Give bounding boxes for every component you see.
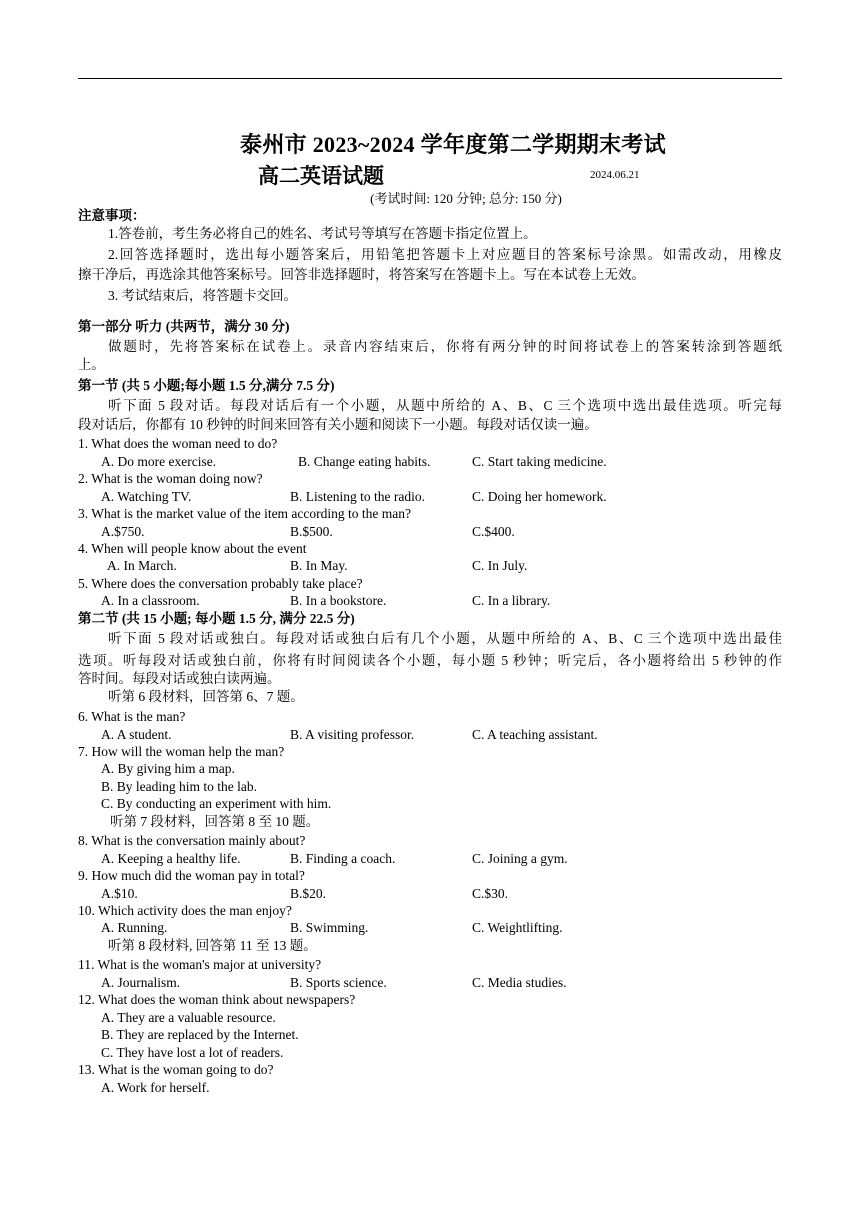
q6-option-a: A. A student. xyxy=(101,727,172,742)
question-7: 7. How will the woman help the man? xyxy=(78,744,285,759)
q3-option-a: A.$750. xyxy=(101,524,145,539)
question-3: 3. What is the market value of the item according to the man? xyxy=(78,506,412,521)
q5-option-b: B. In a bookstore. xyxy=(290,593,387,608)
q4-option-c: C. In July. xyxy=(472,558,528,573)
q1-option-c: C. Start taking medicine. xyxy=(472,454,607,469)
question-10: 10. Which activity does the man enjoy? xyxy=(78,903,292,918)
section2-heading-text: 第二节 (共 15 小题; 每小题 1.5 分, 满分 22.5 分) xyxy=(78,611,355,626)
q9-option-a: A.$10. xyxy=(101,886,138,901)
material-8-note: 听第 8 段材料, 回答第 11 至 13 题。 xyxy=(108,938,317,953)
q7-option-a: A. By giving him a map. xyxy=(101,761,235,776)
q4-option-a: A. In March. xyxy=(107,558,177,573)
notice-item-3: 3. 考试结束后，将答题卡交回。 xyxy=(108,288,297,303)
question-9: 9. How much did the woman pay in total? xyxy=(78,868,305,883)
question-8: 8. What is the conversation mainly about? xyxy=(78,833,306,848)
section1-intro-b: 段对话后，你都有 10 秒钟的时间来回答有关小题和阅读下一小题。每段对话仅读一遍。 xyxy=(78,417,598,432)
q12-option-c: C. They have lost a lot of readers. xyxy=(101,1045,284,1060)
q11-option-a: A. Journalism. xyxy=(101,975,181,990)
q2-option-c: C. Doing her homework. xyxy=(472,489,607,504)
section2-intro-c: 答时间。每段对话或独白读两遍。 xyxy=(78,671,281,686)
section2-intro-b: 选项。听每段对话或独白前，你将有时间阅读各个小题，每小题 5 秒钟；听完后，各小题将给出 5 秒钟的作 xyxy=(78,653,782,668)
q6-option-b: B. A visiting professor. xyxy=(290,727,415,742)
section1-heading xyxy=(78,377,782,395)
header-rule xyxy=(78,78,782,79)
notice-item-1: 1.答卷前，考生务必将自己的姓名、考试号等填写在答题卡指定位置上。 xyxy=(108,226,537,241)
q2-option-b: B. Listening to the radio. xyxy=(290,489,425,504)
q10-option-c: C. Weightlifting. xyxy=(472,920,563,935)
notice-heading: 注意事项： xyxy=(78,208,146,223)
question-5: 5. Where does the conversation probably take place? xyxy=(78,576,363,591)
exam-title: 泰州市 2023~2024 学年度第二学期期末考试 xyxy=(240,132,666,157)
question-11: 11. What is the woman's major at university? xyxy=(78,957,322,972)
q9-option-c: C.$30. xyxy=(472,886,509,901)
part1-intro-b: 上。 xyxy=(78,357,105,372)
q8-option-b: B. Finding a coach. xyxy=(290,851,396,866)
question-12: 12. What does the woman think about newspapers? xyxy=(78,992,356,1007)
q10-option-a: A. Running. xyxy=(101,920,168,935)
part1-heading: 第一部分 听力 (共两节，满分 30 分) xyxy=(78,319,290,334)
q12-option-a: A. They are a valuable resource. xyxy=(101,1010,276,1025)
q10-option-b: B. Swimming. xyxy=(290,920,369,935)
section1-intro-a: 听下面 5 段对话。每段对话后有一个小题，从题中所给的 A、B、C 三个选项中选出最佳选项。听完每 xyxy=(108,398,782,413)
section1-heading-text: 第一节 (共 5 小题;每小题 1.5 分,满分 7.5 分) xyxy=(78,378,335,393)
q5-option-a: A. In a classroom. xyxy=(101,593,200,608)
exam-time-info: (考试时间: 120 分钟; 总分: 150 分) xyxy=(370,191,562,206)
q1-option-b: B. Change eating habits. xyxy=(298,454,431,469)
q8-option-c: C. Joining a gym. xyxy=(472,851,568,866)
q5-option-c: C. In a library. xyxy=(472,593,551,608)
q3-option-c: C.$400. xyxy=(472,524,515,539)
q4-option-b: B. In May. xyxy=(290,558,348,573)
question-4: 4. When will people know about the event xyxy=(78,541,307,556)
material-6-note: 听第 6 段材料，回答第 6、7 题。 xyxy=(108,689,304,704)
q8-option-a: A. Keeping a healthy life. xyxy=(101,851,241,866)
q1-option-a: A. Do more exercise. xyxy=(101,454,217,469)
q13-option-a: A. Work for herself. xyxy=(101,1080,210,1095)
q2-option-a: A. Watching TV. xyxy=(101,489,192,504)
question-2: 2. What is the woman doing now? xyxy=(78,471,263,486)
section2-intro-a: 听下面 5 段对话或独白。每段对话或独白后有几个小题，从题中所给的 A、B、C 三个选项中选出最佳 xyxy=(108,631,782,646)
q9-option-b: B.$20. xyxy=(290,886,327,901)
q11-option-b: B. Sports science. xyxy=(290,975,387,990)
notice-item-2b: 擦干净后，再选涂其他答案标号。回答非选择题时，将答案写在答题卡上。写在本试卷上无效。 xyxy=(78,267,645,282)
exam-date: 2024.06.21 xyxy=(590,169,640,181)
q12-option-b: B. They are replaced by the Internet. xyxy=(101,1027,299,1042)
q7-option-b: B. By leading him to the lab. xyxy=(101,779,257,794)
part1-intro-a: 做题时，先将答案标在试卷上。录音内容结束后，你将有两分钟的时间将试卷上的答案转涂到答题纸 xyxy=(108,339,782,354)
q7-option-c: C. By conducting an experiment with him. xyxy=(101,796,332,811)
question-6: 6. What is the man? xyxy=(78,709,186,724)
q3-option-b: B.$500. xyxy=(290,524,333,539)
exam-subject: 高二英语试题 xyxy=(258,164,384,188)
question-1: 1. What does the woman need to do? xyxy=(78,436,278,451)
q11-option-c: C. Media studies. xyxy=(472,975,567,990)
question-13: 13. What is the woman going to do? xyxy=(78,1062,274,1077)
notice-item-2a: 2.回答选择题时，选出每小题答案后，用铅笔把答题卡上对应题目的答案标号涂黑。如需改动，用橡皮 xyxy=(108,247,782,262)
material-7-note: 听第 7 段材料，回答第 8 至 10 题。 xyxy=(110,814,320,829)
section2-heading xyxy=(78,610,782,628)
q6-option-c: C. A teaching assistant. xyxy=(472,727,598,742)
